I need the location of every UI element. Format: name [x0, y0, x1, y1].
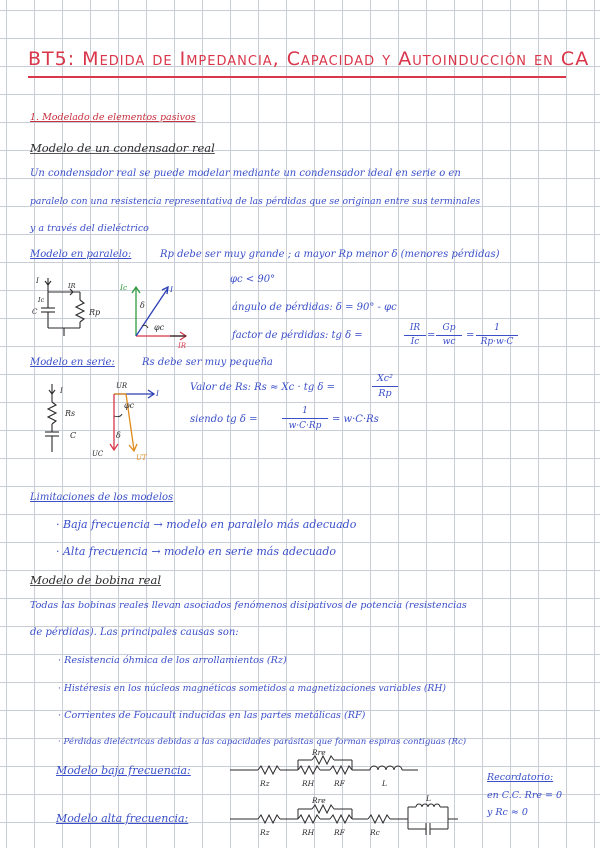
limits-heading: Limitaciones de los modelos: [30, 492, 174, 503]
phasor-label-I: I: [170, 285, 173, 294]
cond-para-line-2: paralelo con una resistencia representativa de las pérdidas que se originan entre sus terminales: [30, 196, 481, 207]
phasor-label-IR: IR: [178, 342, 187, 350]
coil-heading: Modelo de bobina real: [30, 573, 162, 587]
series-label-I: I: [60, 387, 63, 395]
siendo-den: w·C·Rp: [282, 418, 328, 433]
label-I: I: [36, 277, 39, 285]
label-IR: IR: [68, 282, 76, 290]
low-L: L: [382, 779, 387, 788]
frac-1-den: Ic: [404, 335, 426, 349]
siendo-lhs: siendo tg δ =: [190, 414, 258, 425]
parallel-phasor-diagram: [118, 278, 198, 350]
series-label-C: C: [70, 431, 77, 440]
coil-para-line-2: de pérdidas). Las principales causas son:: [30, 627, 239, 638]
loss-factor-lhs: factor de pérdidas: tg δ =: [232, 330, 363, 341]
series-phasor-I: I: [156, 389, 159, 398]
loss-factor-frac-1: [404, 322, 426, 349]
high-Rc: Rc: [370, 828, 380, 837]
valor-rs-num: Xc²: [377, 373, 393, 384]
phasor-label-phi: φc: [154, 323, 165, 332]
series-heading: Modelo en serie:: [30, 357, 115, 368]
limit-item-1: · Baja frecuencia → modelo en paralelo más adecuado: [56, 518, 357, 531]
coil-cause-3: · Corrientes de Foucault inducidas en las partes metálicas (RF): [58, 710, 366, 721]
series-phasor-UT: UT: [136, 454, 147, 462]
frac-2-num: Gp: [442, 323, 456, 333]
parallel-condition: φc < 90°: [230, 274, 276, 285]
loss-factor-frac-2: [436, 322, 462, 349]
page-title: BT5: Medida de Impedancia, Capacidad y Autoinducción en CA: [28, 48, 590, 70]
valor-rs-den: Rp: [372, 386, 398, 401]
low-RF: RF: [334, 779, 345, 788]
series-phasor-UC: UC: [92, 450, 104, 458]
phasor-label-delta: δ: [140, 301, 145, 310]
coil-low-freq-diagram: [230, 750, 420, 790]
low-freq-label: Modelo baja frecuencia:: [56, 764, 191, 777]
cond-para-line-1: Un condensador real se puede modelar mediante un condensador ideal en serie o en: [30, 168, 461, 179]
low-Rz: Rz: [260, 779, 270, 788]
title-underline: [28, 76, 566, 78]
coil-high-freq-diagram: [230, 793, 460, 841]
cond-para-line-3: y a través del dieléctrico: [30, 223, 149, 234]
low-RH: RH: [302, 779, 315, 788]
coil-cause-1: · Resistencia óhmica de los arrollamientos (Rz): [58, 655, 287, 666]
valor-rs-lhs: Valor de Rs: Rs ≈ Xc · tg δ =: [190, 382, 335, 393]
coil-cause-4: · Pérdidas dieléctricas debidas a las capacidades parásitas que forman espiras contiguas (Rc): [58, 737, 467, 747]
parallel-heading: Modelo en paralelo:: [30, 249, 132, 260]
section-heading: 1. Modelado de elementos pasivos: [30, 112, 196, 123]
high-Rre: Rre: [312, 796, 326, 805]
equals-1: =: [427, 330, 436, 341]
reminder-line-1: en C.C. Rre = 0: [487, 790, 563, 801]
series-phasor-diagram: [90, 376, 170, 466]
reminder-title: Recordatorio:: [487, 772, 554, 783]
label-Rp: Rp: [89, 308, 101, 317]
series-phasor-UR: UR: [116, 382, 128, 390]
frac-3-den: Rp·w·C: [476, 335, 518, 349]
siendo-frac: [282, 404, 328, 433]
parallel-text: Rp debe ser muy grande ; a mayor Rp menor δ (menores pérdidas): [160, 249, 500, 260]
series-label-Rs: Rs: [65, 409, 76, 418]
siendo-num: 1: [302, 406, 308, 416]
label-C: C: [32, 308, 38, 316]
low-Rre: Rre: [312, 748, 326, 757]
limit-item-2: · Alta frecuencia → modelo en serie más adecuado: [56, 545, 337, 558]
high-Rz: Rz: [260, 828, 270, 837]
valor-rs-frac: [372, 372, 398, 401]
label-Ic: Ic: [38, 296, 45, 304]
coil-cause-2: · Histéresis en los núcleos magnéticos sometidos a magnetizaciones variables (RH): [58, 683, 446, 694]
high-freq-label: Modelo alta frecuencia:: [56, 812, 189, 825]
series-text: Rs debe ser muy pequeña: [142, 357, 273, 368]
high-RH: RH: [302, 828, 315, 837]
series-phasor-phi: φc: [124, 401, 135, 410]
high-L: L: [426, 794, 431, 803]
equals-2: =: [466, 330, 475, 341]
frac-3-num: 1: [494, 323, 500, 333]
loss-factor-frac-3: [476, 322, 518, 349]
coil-para-line-1: Todas las bobinas reales llevan asociados fenómenos disipativos de potencia (resistencias: [30, 600, 467, 611]
frac-2-den: wc: [436, 335, 462, 349]
condensador-heading: Modelo de un condensador real: [30, 141, 215, 155]
reminder-line-2: y Rc ≈ 0: [487, 807, 528, 818]
series-circuit-diagram: [34, 382, 94, 458]
siendo-rhs: = w·C·Rs: [332, 414, 379, 425]
series-phasor-delta: δ: [116, 431, 121, 440]
high-RF: RF: [334, 828, 345, 837]
frac-1-num: IR: [409, 323, 421, 333]
loss-angle: ángulo de pérdidas: δ = 90° - φc: [232, 302, 397, 313]
phasor-label-Ic: Ic: [120, 283, 128, 292]
parallel-circuit-diagram: [30, 272, 120, 342]
